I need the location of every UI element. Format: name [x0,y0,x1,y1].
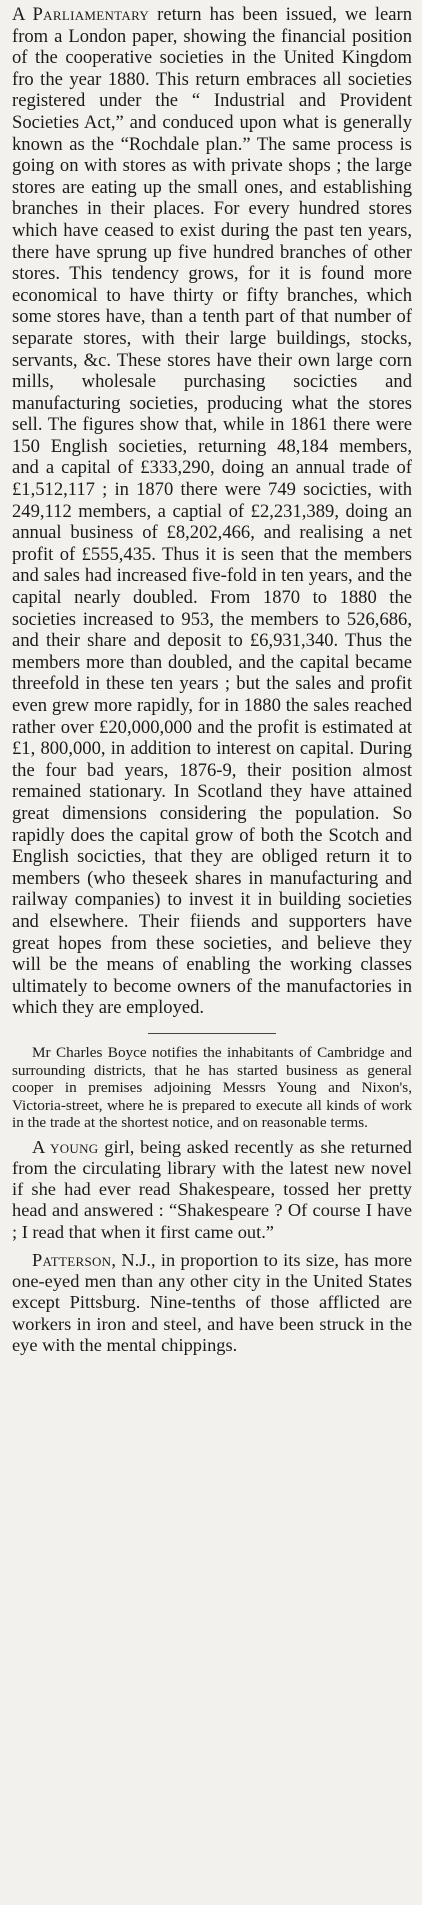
paterson-item [12,1250,412,1356]
paterson-paragraph [12,1250,412,1356]
lead-small-caps: Parliamentary [32,4,150,25]
shakespeare-item [12,1137,412,1243]
article-paragraph [12,4,412,1019]
shakespeare-paragraph [12,1137,412,1243]
item-body: girl, being asked recently as she returned from the circulating library with the latest new novel if she had ever read Shakespeare, tossed her pretty head and answered : “Shakespeare ? Of course I have ; I read that when it first came out.” [12,1136,412,1242]
boyce-cooper-notice [12,1044,412,1132]
item-body: , N.J., in proportion to its size, has more one-eyed men than any other city in the United States except Pittsburg. Nine-tenths of those afflicted are workers in iron and steel, and have been struck in the eye with the mental chippings. [12,1249,412,1355]
cooperative-societies-article [12,4,412,1019]
notice-text: Mr Charles Boyce notifies the inhabitants of Cambridge and surrounding districts, that he has started business as general cooper in premises adjoining Messrs Young and Nixon's, Victoria-street, where he is prepared to execute all kinds of work in the trade at the shortest notice, and on reasonable terms. [12,1043,412,1132]
lead-word: A [32,1136,45,1157]
lead-small-caps: Patterson [32,1249,112,1270]
newspaper-column [12,4,412,1356]
lead-word: A [12,4,25,25]
column-divider [148,1033,276,1034]
article-body: return has been issued, we learn from a London paper, showing the financial position of the cooperative societies in the United Kingdom fro the year 1880. This return embraces all societies registered under the “ Industrial and Provident Societies Act,” and conduced upon what is generally known as the “Rochdale plan.” The same process is going on with stores as with private shops ; the large stores are eating up the small ones, and establishing branches in their places. For every hundred stores which have ceased to exist during the past ten years, there have sprung up five hundred branches of other stores. This tendency grows, for it is found more economical to have thirty or fifty branches, which some stores have, than a tenth part of that number of separate stores, with their large buildings, stocks, servants, &c. These stores have their own large corn mills, wholesale purchasing socicties and manufacturing societies, producing what the stores sell. The figures show that, while in 1861 there were 150 English societies, returning 48,184 members, and a capital of £333,290, doing an annual trade of £1,512,117 ; in 1870 there were 749 socicties, with 249,112 members, a captial of £2,231,389, doing an annual business of £8,202,466, and realising a net profit of £555,435. Thus it is seen that the members and sales had increased five-fold in ten years, and the capital nearly doubled. From 1870 to 1880 the societies increased to 953, the members to 526,686, and their share and deposit to £6,931,340. Thus the members more than doubled, and the capital became threefold in these ten years ; but the sales and profit even grew more rapidly, for in 1880 the sales reached rather over £20,000,000 and the profit is estimated at £1, 800,000, in addition to interest on capital. During the four bad years, 1876-9, their position almost remained stationary. In Scotland they have attained great dimensions considering the population. So rapidly does the capital grow of both the Scotch and English socicties, that they are obliged return it to members (who theseek shares in manufacturing and railway companies) to invest it in building societies and elsewhere. Their fiiends and supporters have great hopes from these societies, and believe they will be the means of enabling the working classes ultimately to become owners of the manufactories in which they are employed. [12,4,412,1019]
lead-small-caps: young [50,1136,99,1157]
